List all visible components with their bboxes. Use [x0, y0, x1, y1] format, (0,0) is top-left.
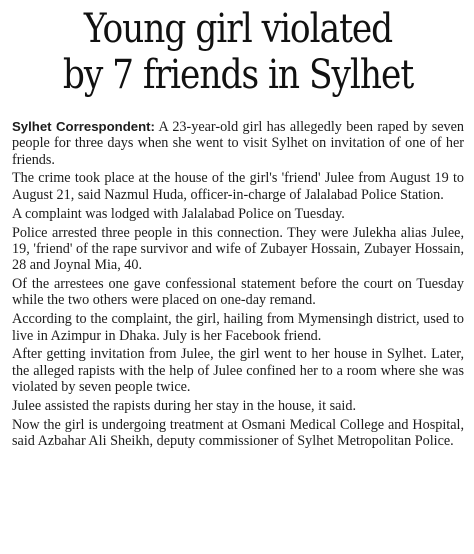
- paragraph-arrests: Police arrested three people in this connection. They were Julekha alias Julee, 19, 'friend' of the rape survivor and wife of Zubayer Hossain, Zubayer Hossain, 28 and Joynal Mia, 40.: [12, 224, 464, 274]
- headline: [44, 6, 433, 98]
- paragraph-background: According to the complaint, the girl, hailing from Mymensingh district, used to live in Azimpur in Dhaka. July is her Facebook friend.: [12, 311, 464, 344]
- paragraph-court: Of the arrestees one gave confessional statement before the court on Tuesday while the two others were placed on one-day remand.: [12, 276, 464, 309]
- paragraph-complaint: A complaint was lodged with Jalalabad Police on Tuesday.: [12, 205, 345, 222]
- paragraph-assistance: Julee assisted the rapists during her stay in the house, it said.: [12, 397, 356, 414]
- paragraph-lead: [12, 119, 464, 168]
- paragraph-crime-details: The crime took place at the house of the girl's 'friend' Julee from August 19 to August 21, said Nazmul Huda, officer-in-charge of Jalalabad Police Station.: [12, 170, 464, 203]
- byline: Sylhet Correspondent:: [12, 119, 155, 134]
- headline-line-1: Young girl violated: [83, 6, 393, 52]
- lead-text: A 23-year-old girl has allegedly been raped by seven people for three days when she went to visit Sylhet on invitation of one of her friends.: [12, 119, 464, 168]
- headline-line-2: by 7 friends in Sylhet: [62, 52, 414, 98]
- paragraph-invitation: After getting invitation from Julee, the girl went to her house in Sylhet. Later, the alleged rapists with the help of Julee confined her to a room where she was violated by seven people twice.: [12, 346, 464, 396]
- paragraph-treatment: Now the girl is undergoing treatment at Osmani Medical College and Hospital, said Azbahar Ali Sheikh, deputy commissioner of Sylhet Metropolitan Police.: [12, 416, 464, 450]
- article-body: [12, 119, 464, 449]
